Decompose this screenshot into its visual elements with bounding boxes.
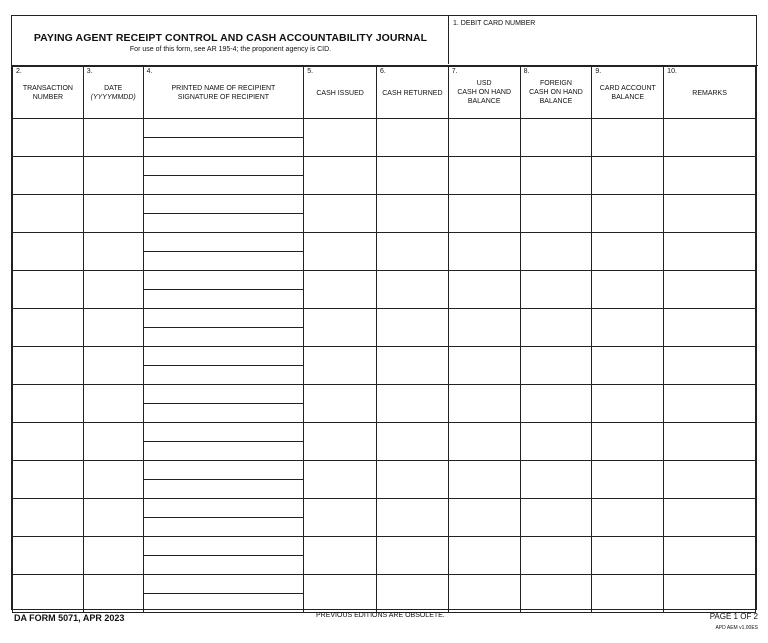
cash-returned-field[interactable] — [376, 461, 448, 499]
col-header-transaction-number — [13, 67, 84, 119]
table-row — [13, 575, 756, 613]
card-balance-field[interactable] — [592, 195, 664, 233]
card-balance-field[interactable] — [592, 271, 664, 309]
transaction-number-field[interactable] — [13, 575, 84, 613]
form-code: APD AEM v1.00ES — [715, 625, 758, 631]
table-row — [13, 461, 756, 499]
card-balance-field[interactable] — [592, 347, 664, 385]
col-label-line: BALANCE — [611, 94, 645, 101]
col-num: 8. — [523, 68, 530, 75]
transaction-number-field[interactable] — [13, 347, 84, 385]
usd-balance-field[interactable] — [448, 119, 520, 157]
col-label-line: BALANCE — [467, 98, 501, 105]
name-signature-divider — [144, 213, 304, 214]
cash-issued-field[interactable] — [304, 119, 377, 157]
col-label-line: USD — [476, 80, 492, 87]
cash-returned-field[interactable] — [376, 423, 448, 461]
foreign-balance-field[interactable] — [520, 537, 592, 575]
cash-issued-field[interactable] — [304, 575, 377, 613]
table-row — [13, 271, 756, 309]
usd-balance-field[interactable] — [448, 461, 520, 499]
col-num: 4. — [146, 68, 153, 75]
col-num: 3. — [86, 68, 93, 75]
transaction-number-field[interactable] — [13, 271, 84, 309]
card-balance-field[interactable] — [592, 309, 664, 347]
col-label — [13, 84, 83, 102]
col-label-line: CASH RETURNED — [382, 90, 443, 97]
cash-issued-field[interactable] — [304, 271, 377, 309]
cash-returned-field[interactable] — [376, 157, 448, 195]
col-label-line: (YYYYMMDD) — [90, 94, 136, 101]
name-signature-divider — [144, 517, 304, 518]
name-signature-divider — [144, 403, 304, 404]
journal-rows — [13, 119, 756, 613]
card-balance-field[interactable] — [592, 233, 664, 271]
col-label — [144, 84, 304, 102]
transaction-number-field[interactable] — [13, 499, 84, 537]
foreign-balance-field[interactable] — [520, 233, 592, 271]
debit-card-number-field[interactable] — [449, 16, 757, 64]
remarks-field[interactable] — [664, 537, 756, 575]
remarks-field[interactable] — [664, 271, 756, 309]
cash-issued-field[interactable] — [304, 233, 377, 271]
name-signature-divider — [144, 289, 304, 290]
usd-balance-field[interactable] — [448, 347, 520, 385]
foreign-balance-field[interactable] — [520, 499, 592, 537]
card-balance-field[interactable] — [592, 575, 664, 613]
col-label-line: SIGNATURE OF RECIPIENT — [177, 94, 270, 101]
name-signature-divider — [144, 479, 304, 480]
recipient-field[interactable] — [143, 233, 304, 271]
name-signature-divider — [144, 555, 304, 556]
recipient-field[interactable] — [143, 309, 304, 347]
usd-balance-field[interactable] — [448, 233, 520, 271]
cash-issued-field[interactable] — [304, 537, 377, 575]
recipient-field[interactable] — [143, 423, 304, 461]
foreign-balance-field[interactable] — [520, 423, 592, 461]
recipient-field[interactable] — [143, 347, 304, 385]
date-field[interactable] — [83, 385, 143, 423]
cash-issued-field[interactable] — [304, 157, 377, 195]
usd-balance-field[interactable] — [448, 423, 520, 461]
cash-returned-field[interactable] — [376, 233, 448, 271]
cash-returned-field[interactable] — [376, 385, 448, 423]
col-header-cash-returned — [376, 67, 448, 119]
usd-balance-field[interactable] — [448, 575, 520, 613]
remarks-field[interactable] — [664, 233, 756, 271]
remarks-field[interactable] — [664, 499, 756, 537]
remarks-field[interactable] — [664, 385, 756, 423]
table-row — [13, 347, 756, 385]
recipient-field[interactable] — [143, 157, 304, 195]
col-label-line: CARD ACCOUNT — [599, 85, 656, 92]
col-label-line: CASH ON HAND — [529, 89, 583, 96]
cash-returned-field[interactable] — [376, 271, 448, 309]
foreign-balance-field[interactable] — [520, 385, 592, 423]
usd-balance-field[interactable] — [448, 195, 520, 233]
foreign-balance-field[interactable] — [520, 309, 592, 347]
usd-balance-field[interactable] — [448, 309, 520, 347]
cash-returned-field[interactable] — [376, 309, 448, 347]
name-signature-divider — [144, 327, 304, 328]
date-field[interactable] — [83, 537, 143, 575]
name-signature-divider — [144, 365, 304, 366]
cash-returned-field[interactable] — [376, 575, 448, 613]
recipient-field[interactable] — [143, 385, 304, 423]
date-field[interactable] — [83, 347, 143, 385]
col-label-line: CASH ISSUED — [316, 90, 364, 97]
col-num: 9. — [595, 68, 602, 75]
col-label-line: CASH ON HAND — [457, 89, 512, 96]
cash-returned-field[interactable] — [376, 195, 448, 233]
usd-balance-field[interactable] — [448, 537, 520, 575]
remarks-field[interactable] — [664, 309, 756, 347]
transaction-number-field[interactable] — [13, 119, 84, 157]
col-header-date — [83, 67, 143, 119]
col-num: 6. — [379, 68, 386, 75]
table-row — [13, 423, 756, 461]
col-num: 7. — [451, 68, 458, 75]
card-balance-field[interactable] — [592, 499, 664, 537]
name-signature-divider — [144, 137, 304, 138]
date-field[interactable] — [83, 575, 143, 613]
form-subtitle: For use of this form, see AR 195-4; the proponent agency is CID. — [129, 46, 332, 53]
card-balance-field[interactable] — [592, 119, 664, 157]
card-balance-field[interactable] — [592, 423, 664, 461]
remarks-field[interactable] — [664, 157, 756, 195]
remarks-field[interactable] — [664, 461, 756, 499]
date-field[interactable] — [83, 423, 143, 461]
form-title: PAYING AGENT RECEIPT CONTROL AND CASH ACCOUNTABILITY JOURNAL — [33, 32, 428, 44]
card-balance-field[interactable] — [592, 461, 664, 499]
remarks-field[interactable] — [664, 195, 756, 233]
foreign-balance-field[interactable] — [520, 119, 592, 157]
debit-card-number-label: 1. DEBIT CARD NUMBER — [453, 20, 536, 27]
date-field[interactable] — [83, 271, 143, 309]
recipient-field[interactable] — [143, 195, 304, 233]
recipient-field[interactable] — [143, 575, 304, 613]
date-field[interactable] — [83, 461, 143, 499]
card-balance-field[interactable] — [592, 537, 664, 575]
journal-form — [11, 15, 757, 610]
table-row — [13, 385, 756, 423]
foreign-balance-field[interactable] — [520, 461, 592, 499]
cash-returned-field[interactable] — [376, 347, 448, 385]
cash-issued-field[interactable] — [304, 461, 377, 499]
usd-balance-field[interactable] — [448, 271, 520, 309]
remarks-field[interactable] — [664, 575, 756, 613]
col-label-line: REMARKS — [692, 90, 727, 97]
cash-issued-field[interactable] — [304, 309, 377, 347]
col-num: 5. — [307, 68, 314, 75]
name-signature-divider — [144, 251, 304, 252]
foreign-balance-field[interactable] — [520, 347, 592, 385]
col-label-line: DATE — [104, 85, 123, 92]
col-label — [449, 79, 520, 106]
transaction-number-field[interactable] — [13, 461, 84, 499]
cash-issued-field[interactable] — [304, 423, 377, 461]
col-header-usd-balance — [448, 67, 520, 119]
transaction-number-field[interactable] — [13, 195, 84, 233]
table-header-row — [13, 67, 756, 119]
table-row — [13, 119, 756, 157]
transaction-number-field[interactable] — [13, 157, 84, 195]
table-row — [13, 195, 756, 233]
card-balance-field[interactable] — [592, 157, 664, 195]
col-header-foreign-balance — [520, 67, 592, 119]
date-field[interactable] — [83, 195, 143, 233]
col-label-line: PRINTED NAME OF RECIPIENT — [171, 85, 276, 92]
title-box — [12, 16, 449, 64]
usd-balance-field[interactable] — [448, 499, 520, 537]
foreign-balance-field[interactable] — [520, 575, 592, 613]
name-signature-divider — [144, 593, 304, 594]
table-row — [13, 499, 756, 537]
col-header-remarks — [664, 67, 756, 119]
cash-issued-field[interactable] — [304, 347, 377, 385]
transaction-number-field[interactable] — [13, 537, 84, 575]
remarks-field[interactable] — [664, 423, 756, 461]
col-label-line: FOREIGN — [540, 80, 572, 87]
form-header — [12, 16, 758, 66]
col-label-line: TRANSACTION — [22, 85, 73, 92]
cash-issued-field[interactable] — [304, 195, 377, 233]
col-header-recipient — [143, 67, 304, 119]
recipient-field[interactable] — [143, 537, 304, 575]
remarks-field[interactable] — [664, 347, 756, 385]
form-id: DA FORM 5071, APR 2023 — [14, 613, 125, 623]
date-field[interactable] — [83, 309, 143, 347]
page-number: PAGE 1 OF 2 — [709, 612, 758, 621]
recipient-field[interactable] — [143, 461, 304, 499]
remarks-field[interactable] — [664, 119, 756, 157]
foreign-balance-field[interactable] — [520, 157, 592, 195]
col-label — [521, 79, 592, 106]
col-label — [84, 84, 143, 102]
cash-issued-field[interactable] — [304, 499, 377, 537]
date-field[interactable] — [83, 499, 143, 537]
col-header-cash-issued — [304, 67, 377, 119]
date-field[interactable] — [83, 157, 143, 195]
name-signature-divider — [144, 441, 304, 442]
table-row — [13, 157, 756, 195]
journal-table — [12, 66, 756, 613]
cash-returned-field[interactable] — [376, 499, 448, 537]
col-header-card-balance — [592, 67, 664, 119]
col-label — [592, 84, 663, 102]
card-balance-field[interactable] — [592, 385, 664, 423]
transaction-number-field[interactable] — [13, 233, 84, 271]
col-label-line: NUMBER — [32, 94, 64, 101]
date-field[interactable] — [83, 233, 143, 271]
transaction-number-field[interactable] — [13, 309, 84, 347]
transaction-number-field[interactable] — [13, 385, 84, 423]
table-row — [13, 233, 756, 271]
cash-issued-field[interactable] — [304, 385, 377, 423]
foreign-balance-field[interactable] — [520, 195, 592, 233]
recipient-field[interactable] — [143, 119, 304, 157]
table-row — [13, 309, 756, 347]
usd-balance-field[interactable] — [448, 157, 520, 195]
foreign-balance-field[interactable] — [520, 271, 592, 309]
name-signature-divider — [144, 175, 304, 176]
table-row — [13, 537, 756, 575]
recipient-field[interactable] — [143, 499, 304, 537]
recipient-field[interactable] — [143, 271, 304, 309]
cash-returned-field[interactable] — [376, 537, 448, 575]
col-label-line: BALANCE — [539, 98, 573, 105]
cash-returned-field[interactable] — [376, 119, 448, 157]
col-num: 2. — [16, 68, 22, 75]
obsolete-notice: PREVIOUS EDITIONS ARE OBSOLETE. — [316, 612, 445, 619]
usd-balance-field[interactable] — [448, 385, 520, 423]
transaction-number-field[interactable] — [13, 423, 84, 461]
date-field[interactable] — [83, 119, 143, 157]
col-num: 10. — [667, 68, 677, 75]
